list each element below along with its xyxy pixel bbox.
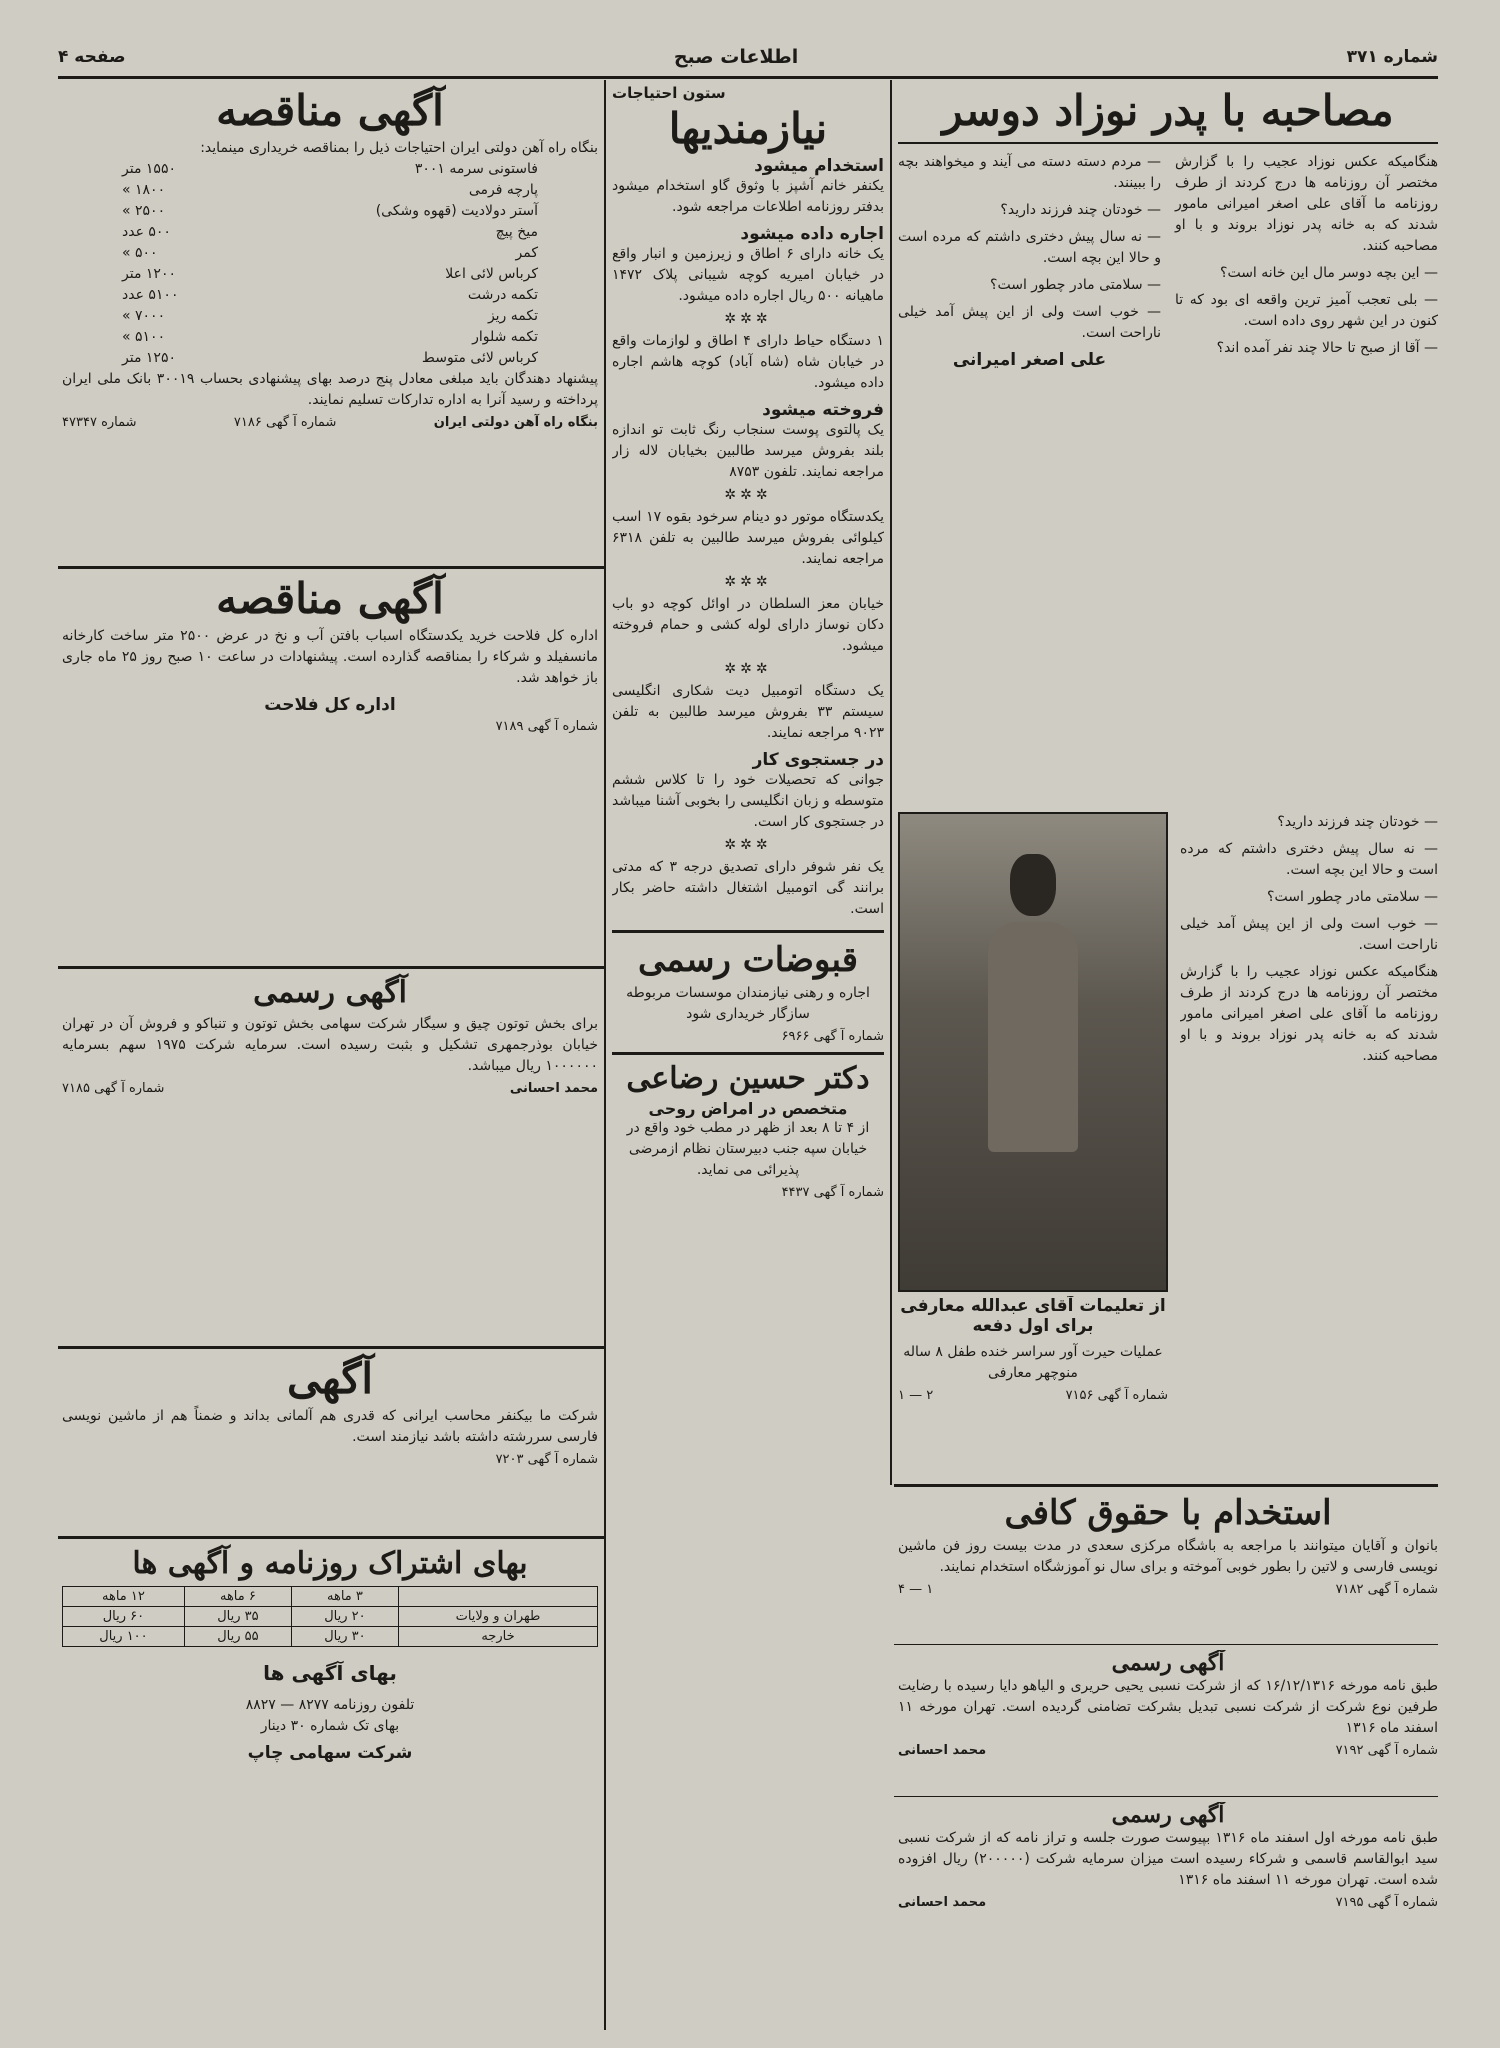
notice-title: آگهی [286, 1354, 374, 1403]
interview-line: — مردم دسته دسته می آیند و میخواهند بچه را ببینند. [898, 154, 1161, 191]
issue-number: شماره ۳۷۱ [1346, 47, 1438, 67]
portrait-photo [898, 812, 1168, 1292]
notice-ad [62, 1352, 598, 1532]
tender-item: میخ پیچ ۵۰۰ عدد [122, 224, 538, 240]
tender1-title: آگهی مناقصه [216, 86, 444, 135]
tender-item: تکمه شلوار ۵۱۰۰ » [122, 329, 538, 345]
tender2-rule [58, 566, 604, 569]
sale-item: خیابان معز السلطان در اوائل کوچه دو باب دکان نوساز دارای لوله کشی و حمام فروخته میشود. [612, 596, 884, 654]
rates-rule [58, 1536, 604, 1539]
photo-text: عملیات حیرت آور سراسر خنده طفل ۸ ساله منوچهر معارفی [903, 1344, 1163, 1381]
official2-ref: شماره آ گهی ۷۱۹۵ محمد احسانی [898, 1895, 1438, 1910]
tender1-items [62, 159, 598, 369]
sale-item: یکدستگاه موتور دو دینام سرخود بقوه ۱۷ اسب کیلوائی بفروش میرسد طالبین به تلفن ۶۳۱۸ مراجعه نمایند. [612, 509, 884, 567]
interview-line: — خوب است ولی از این پیش آمد خیلی ناراحت است. [898, 304, 1161, 341]
doctor-ref: شماره آ گهی ۴۴۳۷ [781, 1185, 884, 1200]
tender2-body: اداره کل فلاحت خرید یکدستگاه اسباب بافتن آب و نخ در عرض ۲۵۰۰ متر ساخت کارخانه مانسفیلد و شرکاء را بمناقصه گذارده است. پیشنهادات در ساعت ۱۰ صبح روز ۲۵ ماه جاری باز خواهد شد. [62, 628, 598, 686]
subscription-rates [62, 1542, 598, 2012]
tender-item: کرباس لائی متوسط ۱۲۵۰ متر [122, 350, 538, 366]
tender-item: تکمه درشت ۵۱۰۰ عدد [122, 287, 538, 303]
official-notice-2 [898, 1802, 1438, 1972]
hire-subhead: استخدام میشود [754, 156, 884, 176]
photo-ad-ref: شماره آ گهی ۷۱۵۶ ۲ — ۱ [898, 1388, 1168, 1403]
interview-line: — این بچه دوسر مال این خانه است؟ [1220, 265, 1438, 281]
interview-line: — خودتان چند فرزند دارید؟ [1000, 202, 1161, 218]
tender2-title: آگهی مناقصه [216, 574, 444, 623]
interview-signature: علی اصغر امیرانی [952, 350, 1107, 370]
official-left-body: برای بخش توتون چیق و سیگار شرکت سهامی بخش توتون و تنباکو و فروش آن در تهران خیابان بوذرجمهری تشکیل و بثبت رسیده است. سرمایه شرکت ۱۹۷۵ سهم بسرمایه ۱۰۰۰۰۰۰ ریال میباشد. [62, 1016, 598, 1074]
top-rule [58, 76, 1438, 79]
single-price: بهای تک شماره ۳۰ دینار [260, 1718, 400, 1734]
tender-item: آستر دولادیت (قهوه وشکی) ۲۵۰۰ » [122, 203, 538, 219]
interview-continuation: — خودتان چند فرزند دارید؟ — نه سال پیش دختری داشتم که مرده است و حالا این بچه است. — سلامتی مادر چطور است؟ — خوب است ولی از این پیش آمد خیلی ناراحت است. هنگامیکه عکس نوزاد عجیب را با گزارش مختصر آن روزنامه ها درج کردند از طرف روزنامه ما آقای علی اصغر امیرانی مامور شدند که به خانه پدر نوزاد بروند و با او مصاحبه کنند. [1180, 814, 1438, 1064]
tender1-intro: بنگاه راه آهن دولتی ایران احتیاجات ذیل را بمناقصه خریداری مینماید: [200, 140, 598, 156]
tender-item: پارچه فرمی ۱۸۰۰ » [122, 182, 538, 198]
official2-rule [894, 1796, 1438, 1797]
notice-rule [58, 1346, 604, 1349]
classifieds-headline: نیازمندیها [668, 104, 828, 153]
photo-ad [898, 1296, 1168, 1476]
official-notice-left [62, 972, 598, 1342]
employment-ad [898, 1490, 1438, 1640]
headline-rule [898, 142, 1438, 144]
sale-item: یک پالتوی پوست سنجاب رنگ ثابت تو اندازه بلند بفروش میرسد طالبین بخیابان لاله زار مراجعه نمایند. تلفون ۸۷۵۳ [612, 422, 884, 480]
photo-caption: از تعلیمات آقای عبدالله معارفی برای اول دفعه [900, 1296, 1166, 1336]
tender-item: کمر ۵۰۰ » [122, 245, 538, 261]
contact-line: تلفون روزنامه ۸۲۷۷ — ۸۸۲۷ [245, 1697, 415, 1713]
notice-body: شرکت ما بیکنفر محاسب ایرانی که قدری هم آلمانی بداند و ضمناً هم از ماشین نویسی فارسی سررشته داشته باشد نیازمند است. [62, 1408, 598, 1445]
column-divider-left [604, 80, 606, 2030]
rates-title: بهای اشتراک روزنامه و آگهی ها [132, 1546, 528, 1581]
page-number: صفحه ۴ [58, 47, 126, 67]
seek-item: یک نفر شوفر دارای تصدیق درجه ۳ که مدتی برانند گی اتومبیل اشتغال داشته حاضر بکار است. [612, 859, 884, 917]
interview-headline: مصاحبه با پدر نوزاد دوسر [942, 86, 1394, 135]
receipts-rule [612, 930, 884, 933]
receipts-title: قبوضات رسمی [637, 940, 859, 980]
child-figure [988, 854, 1078, 1154]
notice-ref: شماره آ گهی ۷۲۰۳ [495, 1452, 598, 1467]
employment-ref: شماره آ گهی ۷۱۸۲ ۱ — ۴ [898, 1582, 1438, 1597]
official2-title: آگهی رسمی [1111, 1802, 1225, 1828]
ads-price-title: بهای آگهی ها [263, 1661, 397, 1685]
separator: ✲✲✲ [724, 311, 772, 327]
receipts-text: اجاره و رهنی نیازمندان موسسات مربوطه سازگار خریداری شود [626, 985, 870, 1022]
interview-line: — سلامتی مادر چطور است؟ [990, 277, 1161, 293]
publisher: شرکت سهامی چاپ [247, 1743, 413, 1763]
interview-line: — آقا از صبح تا حالا چند نفر آمده اند؟ [1216, 340, 1438, 356]
doctor-sub: متخصص در امراض روحی [648, 1099, 848, 1118]
rent-item: ۱ دستگاه حیاط دارای ۴ اطاق و لوازمات واقع در خیابان شاه (شاه آباد) کوچه هاشم اجاره داده میشود. [612, 333, 884, 391]
sale-item: یک دستگاه اتومبیل دیت شکاری انگلیسی سیستم ۳۳ بفروش میرسد طالبین به تلفن ۹۰۲۳ مراجعه نمایند. [612, 683, 884, 741]
tender-item: فاستونی سرمه ۳۰۰۱ ۱۵۵۰ متر [122, 161, 538, 177]
official-left-ref: محمد احسانی شماره آ گهی ۷۱۸۵ [62, 1081, 598, 1096]
tender-ad-2 [62, 572, 598, 962]
classifieds-column [612, 84, 884, 2014]
separator: ✲✲✲ [724, 574, 772, 590]
tender2-ref: شماره آ گهی ۷۱۸۹ [495, 719, 598, 734]
separator: ✲✲✲ [724, 837, 772, 853]
sale-subhead: فروخته میشود [762, 400, 884, 420]
rent-subhead: اجاره داده میشود [740, 224, 884, 244]
official2-body: طبق نامه مورخه اول اسفند ماه ۱۳۱۶ بپیوست صورت جلسه و تراز نامه که از شرکت نسبی سید ابوالقاسم قاسمی و شرکاء رسیده است میزان سرمایه شرکت (۲۰۰۰۰۰) ریال افزوده شده است. تهران مورخه ۱۱ اسفند ماه ۱۳۱۶ [898, 1830, 1438, 1888]
separator: ✲✲✲ [724, 487, 772, 503]
interview-intro: هنگامیکه عکس نوزاد عجیب را با گزارش مختصر آن روزنامه ها درج کردند از طرف روزنامه ما آقای علی اصغر امیرانی مامور شدند که به خانه پدر نوزاد بروند و با او مصاحبه کنند. [1175, 154, 1438, 254]
employment-headline: استخدام با حقوق کافی [1004, 1493, 1332, 1533]
official-notice-1 [898, 1650, 1438, 1790]
tender-item: تکمه ریز ۷۰۰۰ » [122, 308, 538, 324]
employment-body: بانوان و آقایان میتوانند با مراجعه به باشگاه مرکزی سعدی در مدت بیست روز فن ماشین نویسی فارسی و لاتین را بطور خوبی آموخته و برای سال نو آموزشگاه استخدام نمایند. [898, 1538, 1438, 1575]
seek-subhead: در جستجوی کار [752, 750, 884, 770]
interview-line: — نه سال پیش دختری داشتم که مرده است و حالا این بچه است. [898, 229, 1161, 266]
masthead [58, 40, 1438, 74]
official1-body: طبق نامه مورخه ۱۶/۱۲/۱۳۱۶ که از شرکت نسبی یحیی حریری و الیاهو دایا رسیده با رضایت طرفین نوع شرکت از شرکت نسبی تبدیل بشرکت تضامنی گردیده است. تهران مورخه ۱۱ اسفند ماه ۱۳۱۶ [898, 1678, 1438, 1736]
tender2-signature: اداره کل فلاحت [264, 695, 396, 715]
column-divider-right [890, 80, 892, 1485]
doctor-rule [612, 1052, 884, 1055]
interview-line: — بلی تعجب آمیز ترین واقعه ای بود که تا کنون در این شهر روی داده است. [1175, 292, 1438, 329]
receipts-ref: شماره آ گهی ۶۹۶۶ [781, 1029, 884, 1044]
official-left-rule [58, 966, 604, 969]
rent-item: یک خانه دارای ۶ اطاق و زیرزمین و انبار واقع در خیابان امیریه کوچه شیبانی پلاک ۱۴۷۲ ماهیانه ۵۰۰ ریال اجاره داده میشود. [612, 246, 884, 304]
seek-item: جوانی که تحصیلات خود را تا کلاس ششم متوسطه و زبان انگلیسی را بخوبی آشنا میباشد در جستجوی کار است. [612, 772, 884, 830]
paper-name: اطلاعات صبح [673, 46, 799, 68]
separator: ✲✲✲ [724, 661, 772, 677]
doctor-text: از ۴ تا ۸ بعد از ظهر در مطب خود واقع در خیابان سپه جنب دبیرستان نظام ازمرضی پذیرائی می نماید. [626, 1120, 870, 1178]
official1-rule [894, 1644, 1438, 1645]
employment-rule [894, 1484, 1438, 1487]
official-left-title: آگهی رسمی [253, 975, 407, 1010]
tender-ad-1 [62, 84, 598, 564]
rates-table [62, 1586, 598, 1647]
tender1-ref: بنگاه راه آهن دولتی ایران شماره آ گهی ۷۱۸۶ شماره ۴۷۳۴۷ [62, 415, 598, 430]
rates-header-row: ۳ ماهه ۶ ماهه ۱۲ ماهه [63, 1587, 598, 1607]
rates-row: خارجه ۳۰ ریال ۵۵ ریال ۱۰۰ ریال [63, 1627, 598, 1647]
official1-ref: شماره آ گهی ۷۱۹۲ محمد احسانی [898, 1743, 1438, 1758]
interview-text [898, 152, 1438, 622]
tender-item: کرباس لائی اعلا ۱۲۰۰ متر [122, 266, 538, 282]
doctor-title: دکتر حسین رضاعی [626, 1061, 870, 1096]
section-label: ستون احتیاجات [612, 84, 726, 102]
rates-row: طهران و ولایات ۲۰ ریال ۳۵ ریال ۶۰ ریال [63, 1607, 598, 1627]
tender1-body: پیشنهاد دهندگان باید مبلغی معادل پنج درصد بهای پیشنهادی بحساب ۳۰۰۱۹ بانک ملی ایران پرداخته و رسید آنرا به اداره تدارکات تسلیم نمایند. [62, 371, 598, 408]
hire-text: یکنفر خانم آشپز با وثوق گاو استخدام میشود بدفتر روزنامه اطلاعات مراجعه شود. [612, 178, 884, 215]
official1-title: آگهی رسمی [1111, 1650, 1225, 1676]
